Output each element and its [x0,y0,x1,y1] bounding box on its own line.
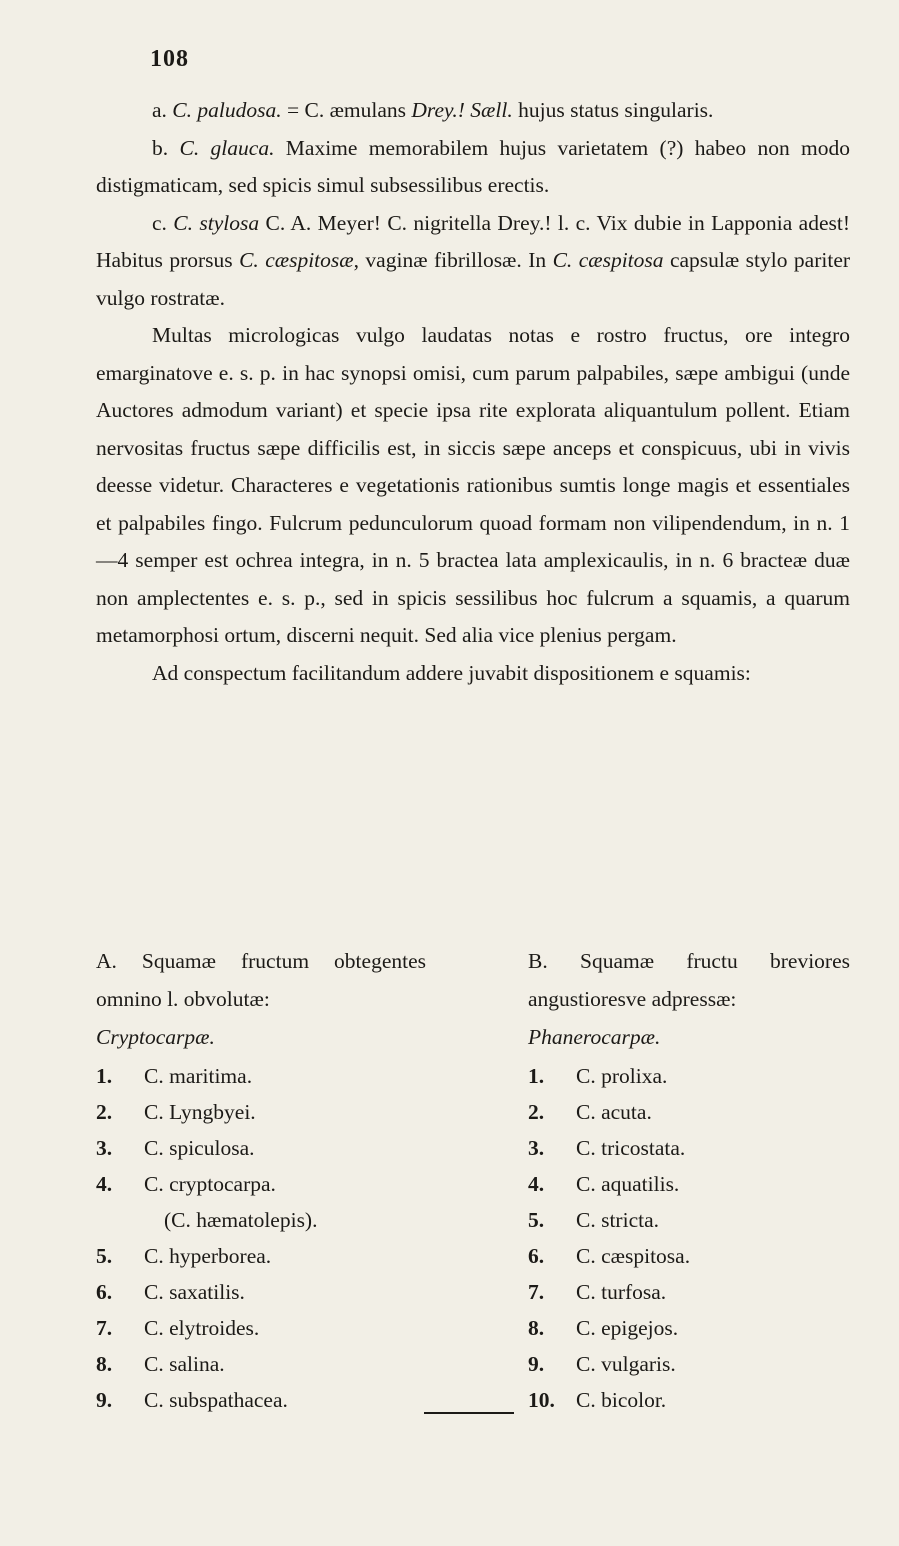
body-text [96,92,850,692]
list-item: 6. C. cæspitosa. [528,1244,691,1268]
list-item: 2. C. Lyngbyei. [96,1100,256,1124]
closing-rule [424,1412,514,1414]
list-item: 5. C. stricta. [528,1208,659,1232]
entry-text: capsulæ stylo pariter vulgo rostratæ. [96,248,851,310]
list-item: 3. C. tricostata. [528,1136,686,1160]
list-item: 1. C. prolixa. [528,1064,668,1088]
list-item: 5. C. hyperborea. [96,1244,272,1268]
entry-text: C. A. Meyer! C. nigritella Drey.! l. c. Vix dubie in Lapponia adest! Habitus prorsus [96,210,850,272]
column-b [528,942,850,1418]
list-item: 4. C. cryptocarpa. [96,1172,276,1196]
taxon-name: C. cæspitosæ [239,248,354,272]
column-b-title: Phanerocarpæ. [528,1025,661,1049]
entry-b [96,130,850,205]
column-b-list [528,1058,850,1418]
taxon-name: C. paludosa. [172,98,282,122]
taxon-name: C. cæspitosa [552,248,664,272]
column-a-heading: A. Squamæ fructum obtegentes omnino l. obvolutæ: [96,949,426,1011]
list-item: 7. C. turfosa. [528,1280,667,1304]
column-a-title: Cryptocarpæ. [96,1025,215,1049]
paragraph-ad-conspectum: Ad conspectum facilitandum addere juvabit dispositionem e squamis: [152,660,751,685]
taxon-name: C. glauca. [179,135,275,160]
entry-text: hujus status singularis. [512,98,714,122]
list-item: (C. hæmatolepis). [164,1208,318,1232]
list-item: 1. C. maritima. [96,1064,253,1088]
list-item: 9. C. vulgaris. [528,1352,676,1376]
column-a [96,942,426,1418]
list-item: 7. C. elytroides. [96,1316,260,1340]
list-item: 6. C. saxatilis. [96,1280,245,1304]
entry-text: Maxime memorabilem hujus varietatem (?) habeo non modo distigmaticam, sed spicis simul subsessilibus erectis. [96,135,851,197]
list-item: 3. C. spiculosa. [96,1136,255,1160]
column-a-list [96,1058,426,1418]
authority: Drey.! Sæll. [411,98,513,122]
list-item: 9. C. subspathacea. [96,1388,288,1412]
entry-letter: a. [152,98,167,122]
entry-letter: c. [152,210,167,235]
list-item: 8. C. epigejos. [528,1316,679,1340]
list-item: 10. C. bicolor. [528,1388,667,1412]
page-number: 108 [150,46,189,72]
paragraph-multas: Multas micrologicas vulgo laudatas notas e rostro fructus, ore integro emarginatove e. s. p. in hac synopsi omisi, cum parum palpabiles, sæpe ambigui (unde Auctores admodum variant) et specie ipsa rite explorata aliquantulum pollent. Etiam nervositas fructus sæpe difficilis est, in siccis sæpe anceps et conspicuus, ubi in vivis deesse videtur. Characteres e vegetationis rationibus sumtis longe magis et essentiales et palpabiles fingo. Fulcrum pedunculorum quoad formam non vilipendendum, in n. 1—4 semper est ochrea integra, in n. 5 bractea lata amplexicaulis, in n. 6 bracteæ duæ non amplectentes e. s. p., sed in spicis sessilibus hoc fulcrum a squamis, a quarum metamorphosi ortum, discerni nequit. Sed alia vice plenius pergam. [96,323,850,647]
list-item: 2. C. acuta. [528,1100,652,1124]
column-b-heading: B. Squamæ fructu breviores angustioresve adpressæ: [528,949,850,1011]
entry-text: = C. æmulans [281,98,412,122]
entry-c [96,205,850,318]
entry-text: , vaginæ fibrillosæ. In [353,248,553,272]
entry-letter: b. [152,135,169,160]
list-item: 4. C. aquatilis. [528,1172,680,1196]
list-item: 8. C. salina. [96,1352,225,1376]
taxon-name: C. stylosa [173,210,260,235]
entry-a [96,92,850,130]
